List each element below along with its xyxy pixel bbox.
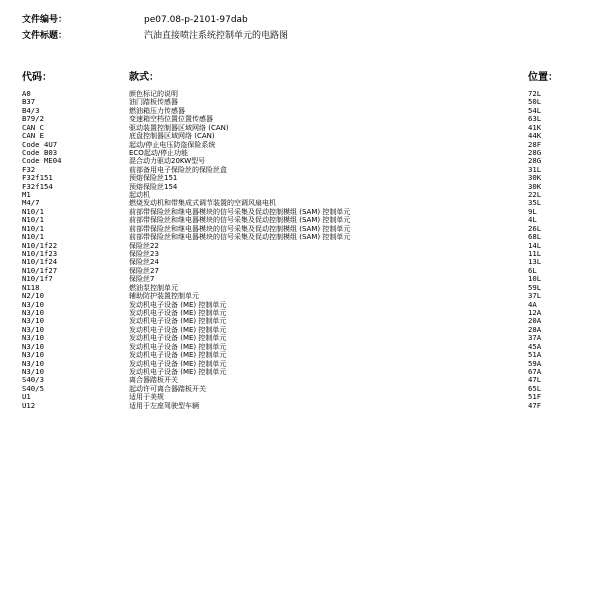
row-description: 保险丝24: [129, 258, 159, 267]
row-description: 保险丝23: [129, 250, 159, 259]
table-row: [0, 317, 600, 325]
table-row: [0, 250, 600, 258]
row-description: 燃烧发动机和带集成式调节装置的空调风扇电机: [129, 199, 276, 208]
row-code: Code B03: [22, 147, 58, 157]
row-code: S40/5: [22, 383, 44, 393]
row-position: 59L: [528, 282, 542, 292]
table-row: [0, 343, 600, 351]
row-position: 65L: [528, 383, 542, 393]
row-position: 59A: [528, 358, 542, 368]
row-code: N3/10: [22, 366, 44, 376]
row-code: N3/10: [22, 324, 44, 334]
row-code: A0: [22, 89, 31, 98]
row-code: N10/1f23: [22, 249, 58, 259]
row-description: 保险丝22: [129, 241, 159, 250]
table-row: [0, 225, 600, 233]
row-code: N3/10: [22, 350, 44, 360]
row-description: 起动许可离合器踏板开关: [129, 384, 206, 393]
row-description: 适用于美规: [129, 393, 164, 402]
row-position: 28F: [528, 139, 542, 149]
table-row: [0, 309, 600, 317]
table-row: [0, 376, 600, 384]
table-row: [0, 267, 600, 275]
table-row: [0, 233, 600, 241]
row-position: 30K: [528, 173, 542, 183]
row-code: Code 4U7: [22, 139, 58, 149]
row-description: 燃油泵控制单元: [129, 283, 178, 292]
row-description: 前部带保险丝和继电器模块的信号采集及促动控制模组 (SAM) 控制单元: [129, 207, 351, 216]
row-position: 44K: [528, 131, 542, 141]
table-row: [0, 216, 600, 224]
table-row: [0, 98, 600, 106]
row-position: 20A: [528, 316, 542, 326]
row-position: 63L: [528, 114, 542, 124]
row-code: N3/10: [22, 316, 44, 326]
table-row: [0, 301, 600, 309]
row-position: 22L: [528, 190, 542, 200]
row-position: 50L: [528, 97, 542, 107]
row-description: 发动机电子设备 (ME) 控制单元: [129, 359, 227, 368]
row-code: Code ME04: [22, 156, 62, 166]
table-row: [0, 284, 600, 292]
row-description: 混合动力驱动20KW型号: [129, 157, 206, 166]
row-position: 68L: [528, 232, 542, 242]
row-position: 35L: [528, 198, 542, 208]
row-description: 发动机电子设备 (ME) 控制单元: [129, 342, 227, 351]
table-row: [0, 157, 600, 165]
row-position: 4A: [528, 299, 537, 309]
row-code: N3/10: [22, 299, 44, 309]
row-description: 发动机电子设备 (ME) 控制单元: [129, 367, 227, 376]
row-code: B79/2: [22, 114, 44, 124]
row-description: 底盘控制器区域网络 (CAN): [129, 132, 215, 141]
row-code: B37: [22, 97, 36, 107]
row-description: ECO起动/停止功能: [129, 148, 189, 157]
row-position: 67A: [528, 366, 542, 376]
table-row: [0, 368, 600, 376]
row-description: 起动机: [129, 191, 150, 200]
row-code: U1: [22, 392, 31, 402]
row-code: N10/1: [22, 232, 44, 242]
row-code: N2/10: [22, 291, 44, 301]
row-position: 72L: [528, 89, 542, 98]
row-description: 燃油箱压力传感器: [129, 106, 185, 115]
row-position: 51F: [528, 392, 542, 402]
table-row: [0, 183, 600, 191]
row-code: B4/3: [22, 105, 40, 115]
row-description: 起动/停止电压防盗保险系统: [129, 140, 216, 149]
row-description: 发动机电子设备 (ME) 控制单元: [129, 351, 227, 360]
table-row: [0, 326, 600, 334]
row-position: 41K: [528, 122, 542, 132]
table-row: [0, 149, 600, 157]
row-description: 适用于左座驾驶型车辆: [129, 401, 199, 410]
table-row: [0, 107, 600, 115]
table-row: [0, 275, 600, 283]
row-code: N3/10: [22, 307, 44, 317]
row-position: 54L: [528, 105, 542, 115]
table-row: [0, 199, 600, 207]
row-code: N10/1f7: [22, 274, 53, 284]
row-code: F32f154: [22, 181, 53, 191]
row-code: S40/3: [22, 375, 44, 385]
row-code: M1: [22, 190, 31, 200]
row-code: N10/1: [22, 215, 44, 225]
table-row: [0, 90, 600, 98]
row-code: CAN C: [22, 122, 44, 132]
table-row: [0, 115, 600, 123]
row-position: 28G: [528, 147, 542, 157]
row-description: 前部备用电子保险丝的保险丝盒: [129, 165, 227, 174]
table-row: [0, 141, 600, 149]
row-code: N3/10: [22, 333, 44, 343]
row-position: 26L: [528, 223, 542, 233]
row-position: 45A: [528, 341, 542, 351]
row-description: 预熔保险丝154: [129, 182, 178, 191]
table-row: [0, 402, 600, 410]
row-description: 变速箱空档位置位置传感器: [129, 115, 213, 124]
table-row: [0, 385, 600, 393]
row-description: 发动机电子设备 (ME) 控制单元: [129, 300, 227, 309]
row-code: N118: [22, 282, 40, 292]
row-position: 6L: [528, 265, 537, 275]
row-code: N3/10: [22, 358, 44, 368]
row-code: N3/10: [22, 341, 44, 351]
row-description: 前部带保险丝和继电器模块的信号采集及促动控制模组 (SAM) 控制单元: [129, 224, 351, 233]
table-row: [0, 242, 600, 250]
row-code: F32: [22, 164, 36, 174]
column-header-description: 款式：: [129, 72, 159, 83]
row-code: CAN E: [22, 131, 44, 141]
row-position: 47F: [528, 400, 542, 410]
row-position: 10L: [528, 274, 542, 284]
table-row: [0, 292, 600, 300]
row-code: N10/1f24: [22, 257, 58, 267]
column-header-position: 位置：: [528, 72, 558, 83]
row-description: 预熔保险丝151: [129, 174, 178, 183]
row-description: 前部带保险丝和继电器模块的信号采集及促动控制模组 (SAM) 控制单元: [129, 233, 351, 242]
row-code: N10/1: [22, 223, 44, 233]
row-description: 发动机电子设备 (ME) 控制单元: [129, 308, 227, 317]
row-description: 驱动装置控制器区域网络 (CAN): [129, 123, 229, 132]
row-position: 51A: [528, 350, 542, 360]
row-code: N10/1: [22, 206, 44, 216]
doc-number-value: pe07.08-p-2101-97dab: [144, 15, 248, 25]
table-row: [0, 393, 600, 401]
row-description: 保险丝27: [129, 266, 159, 275]
row-position: 4L: [528, 215, 537, 225]
column-header-code: 代码：: [22, 72, 52, 83]
table-row: [0, 166, 600, 174]
row-position: 13L: [528, 257, 542, 267]
table-row: [0, 334, 600, 342]
table-row: [0, 132, 600, 140]
row-position: 28G: [528, 156, 542, 166]
table-row: [0, 191, 600, 199]
row-description: 发动机电子设备 (ME) 控制单元: [129, 334, 227, 343]
row-position: 14L: [528, 240, 542, 250]
row-code: M4/7: [22, 198, 40, 208]
row-description: 辅助防护装置控制单元: [129, 292, 199, 301]
row-position: 47L: [528, 375, 542, 385]
row-position: 30K: [528, 181, 542, 191]
row-code: F32f151: [22, 173, 53, 183]
table-row: [0, 360, 600, 368]
row-description: 油门踏板传感器: [129, 98, 178, 107]
doc-title-label: 文件标题：: [22, 31, 68, 41]
doc-title-value: 汽油直接喷注系统控制单元的电路图: [144, 31, 289, 41]
table-row: [0, 124, 600, 132]
table-row: [0, 174, 600, 182]
row-code: N10/1f27: [22, 265, 58, 275]
doc-number-label: 文件编号：: [22, 15, 68, 25]
row-position: 31L: [528, 164, 542, 174]
row-position: 28A: [528, 324, 542, 334]
row-code: N10/1f22: [22, 240, 58, 250]
row-description: 离合器踏板开关: [129, 376, 178, 385]
row-position: 37L: [528, 291, 542, 301]
row-description: 发动机电子设备 (ME) 控制单元: [129, 325, 227, 334]
row-position: 12A: [528, 307, 542, 317]
row-description: 颜色标记的说明: [129, 90, 178, 98]
row-position: 37A: [528, 333, 542, 343]
table-row: [0, 351, 600, 359]
row-position: 9L: [528, 206, 537, 216]
row-description: 保险丝7: [129, 275, 155, 284]
component-list: [0, 90, 600, 410]
row-description: 前部带保险丝和继电器模块的信号采集及促动控制模组 (SAM) 控制单元: [129, 216, 351, 225]
row-description: 发动机电子设备 (ME) 控制单元: [129, 317, 227, 326]
table-row: [0, 258, 600, 266]
row-position: 11L: [528, 249, 542, 259]
row-code: U12: [22, 400, 36, 410]
